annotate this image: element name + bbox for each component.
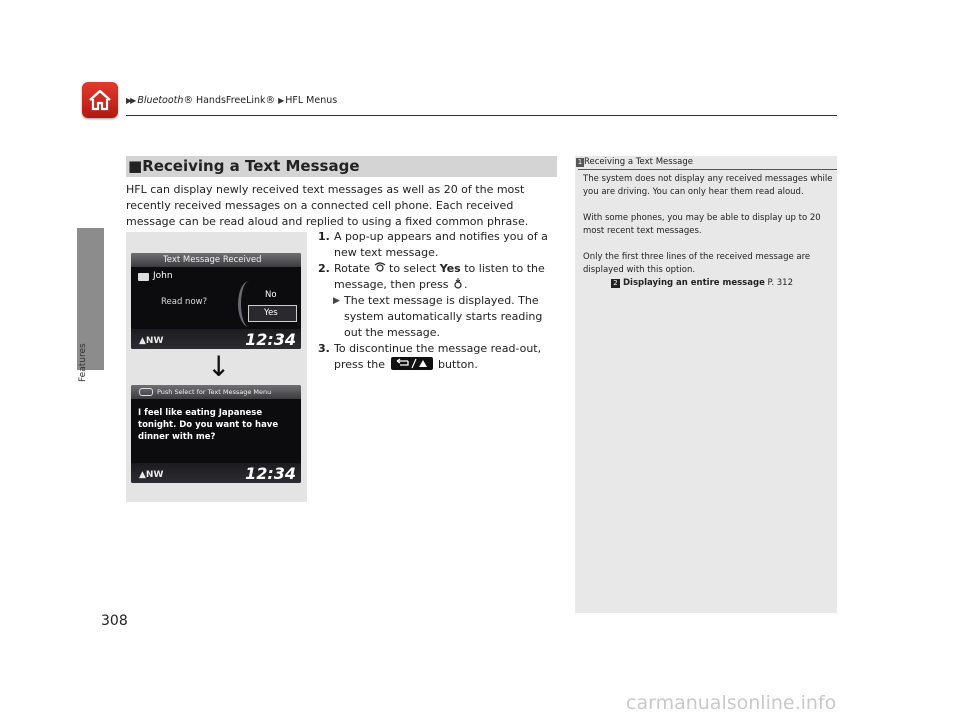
chapter-label: Features bbox=[78, 343, 88, 382]
page-number: 308 bbox=[101, 613, 128, 629]
breadcrumb-current[interactable]: HFL Menus bbox=[285, 95, 338, 106]
clock: 12:34 bbox=[245, 330, 296, 349]
sidebar-paragraph: Only the first three lines of the received message are displayed with this option. bbox=[583, 252, 811, 275]
sidebar-body bbox=[583, 173, 833, 290]
step-3: 3. To discontinue the message read-out, press the button. bbox=[318, 342, 542, 371]
screen-status-bar bbox=[131, 329, 301, 349]
compass-heading: ▲NW bbox=[139, 470, 164, 480]
interface-dial-press-icon bbox=[452, 278, 464, 289]
envelope-icon bbox=[138, 273, 149, 281]
section-title: ■Receiving a Text Message bbox=[128, 157, 360, 175]
cross-reference-link[interactable]: 2 Displaying an entire message P. 312 bbox=[583, 277, 833, 290]
read-now-prompt: Read now? bbox=[161, 297, 208, 307]
screen-header: Push Select for Text Message Menu bbox=[131, 385, 301, 399]
step-2: 2. Rotate to select Yes to listen to the message, then press . bbox=[318, 262, 545, 291]
header-divider bbox=[126, 115, 837, 116]
sidebar-paragraph: With some phones, you may be able to display up to 20 most recent text messages. bbox=[583, 213, 821, 236]
breadcrumb: ▶▶ Bluetooth® HandsFreeLink® ▶ HFL Menus bbox=[126, 95, 338, 106]
screen-status-bar bbox=[131, 463, 301, 483]
option-yes[interactable]: Yes bbox=[248, 305, 297, 322]
text-message-received-screen bbox=[131, 253, 301, 349]
option-no[interactable]: No bbox=[265, 290, 277, 300]
compass-heading: ▲NW bbox=[139, 336, 164, 346]
home-icon bbox=[87, 87, 113, 113]
message-text: I feel like eating Japanese tonight. Do you want to have dinner with me? bbox=[138, 408, 279, 442]
sidebar-heading: 1 Receiving a Text Message bbox=[577, 157, 693, 167]
sidebar-paragraph: The system does not display any received messages while you are driving. You can only hear them read aloud. bbox=[583, 174, 833, 197]
back-button-icon bbox=[391, 357, 433, 370]
sender-name: John bbox=[153, 271, 173, 281]
menu-icon bbox=[139, 388, 153, 396]
step-1: 1. A pop-up appears and notifies you of a new text message. bbox=[318, 230, 548, 259]
intro-paragraph: HFL can display newly received text messages as well as 20 of the most recently received messages on a connected cell phone. Each received message can be read aloud and replied to using a fixed common phrase. bbox=[126, 183, 529, 228]
down-arrow-icon: ↓ bbox=[207, 350, 231, 383]
sidebar-divider bbox=[578, 169, 837, 170]
step-2-result: ▶ The text message is displayed. The system automatically starts reading out the message. bbox=[333, 294, 543, 339]
clock: 12:34 bbox=[245, 464, 296, 483]
interface-dial-rotate-icon bbox=[374, 262, 386, 273]
instruction-steps bbox=[318, 229, 560, 373]
message-display-screen bbox=[131, 385, 301, 483]
home-button[interactable] bbox=[82, 82, 118, 118]
watermark: carmanualsonline.info bbox=[626, 692, 837, 714]
screen-header: Text Message Received bbox=[131, 253, 301, 267]
